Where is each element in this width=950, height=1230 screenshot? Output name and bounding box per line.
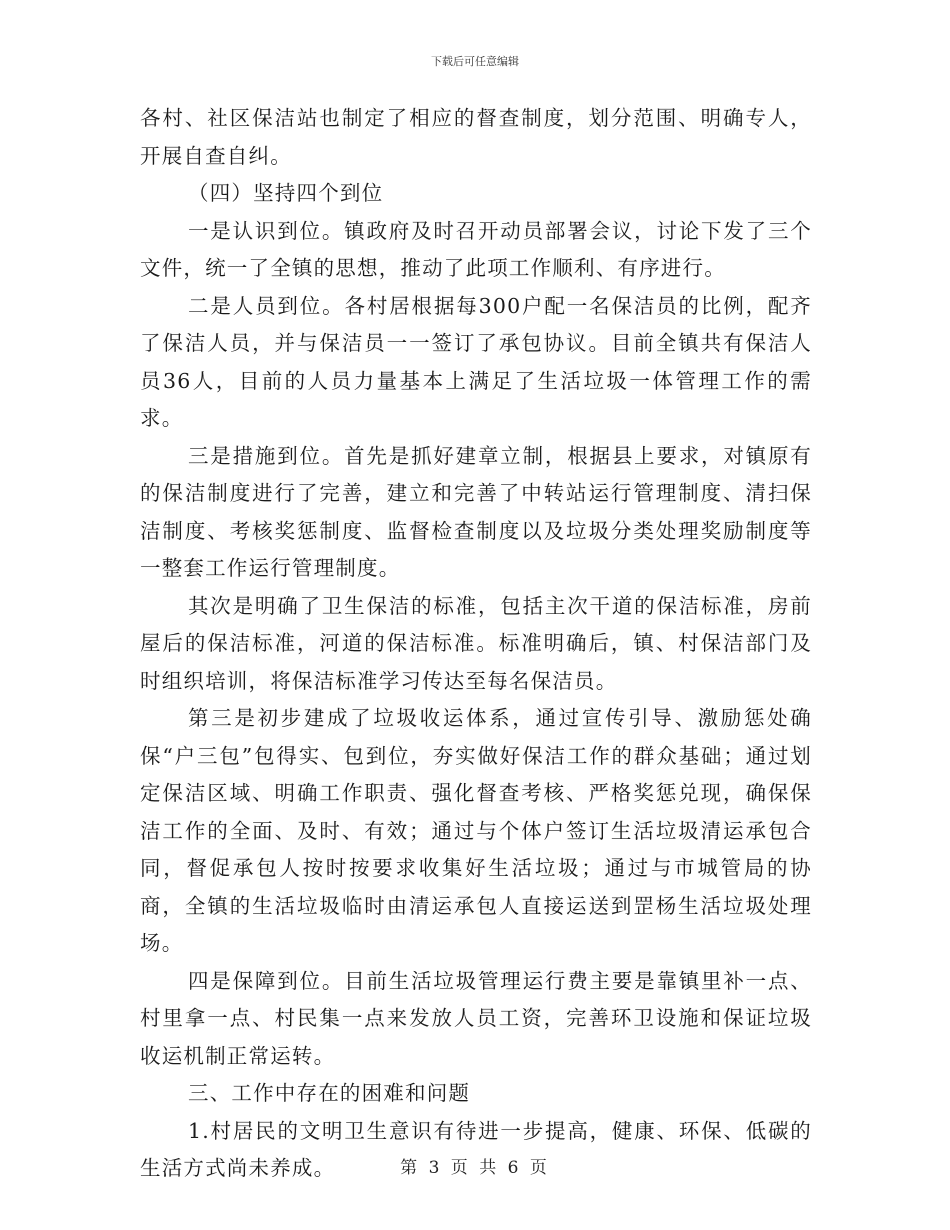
section-heading: 三、工作中存在的困难和问题 [188,1081,471,1105]
paragraph: 第三是初步建成了垃圾收运体系，通过宣传引导、激励惩处确保“户三包”包得实、包到位，夯实做好保洁工作的群众基础；通过划定保洁区域、明确工作职责、强化督查考核、严格奖惩兑现，确保保洁工作的全面、及时、有效；通过与个体户签订生活垃圾清运承包合同，督促承包人按时按要求收集好生活垃圾；通过与市城管局的协商，全镇的生活垃圾临时由清运承包人直接运送到罡杨生活垃圾处理场。 [140,706,812,955]
document-body [140,100,812,1188]
paragraph: 四是保障到位。目前生活垃圾管理运行费主要是靠镇里补一点、村里拿一点、村民集一点来发放人员工资，完善环卫设施和保证垃圾收运机制正常运转。 [140,968,812,1068]
paragraph: 一是认识到位。镇政府及时召开动员部署会议，讨论下发了三个文件，统一了全镇的思想，推动了此项工作顺利、有序进行。 [140,218,812,280]
header-note: 下载后可任意编辑 [431,55,519,68]
section-heading: （四）坚持四个到位 [188,181,384,205]
page-footer: 第 3 页 共 6 页 [400,1158,550,1178]
paragraph: 三是措施到位。首先是抓好建章立制，根据县上要求，对镇原有的保洁制度进行了完善，建立和完善了中转站运行管理制度、清扫保洁制度、考核奖惩制度、监督检查制度以及垃圾分类处理奖励制度等一整套工作运行管理制度。 [140,443,812,580]
paragraph: 其次是明确了卫生保洁的标准，包括主次干道的保洁标准，房前屋后的保洁标准，河道的保洁标准。标准明确后，镇、村保洁部门及时组织培训，将保洁标准学习传达至每名保洁员。 [140,593,812,693]
paragraph: 二是人员到位。各村居根据每300户配一名保洁员的比例，配齐了保洁人员，并与保洁员一一签订了承包协议。目前全镇共有保洁人员36人，目前的人员力量基本上满足了生活垃圾一体管理工作的需求。 [140,293,812,430]
paragraph: 1.村居民的文明卫生意识有待进一步提高，健康、环保、低碳的生活方式尚未养成。 [140,1118,812,1180]
paragraph: 各村、社区保洁站也制定了相应的督查制度，划分范围、明确专人，开展自查自纠。 [140,106,812,168]
